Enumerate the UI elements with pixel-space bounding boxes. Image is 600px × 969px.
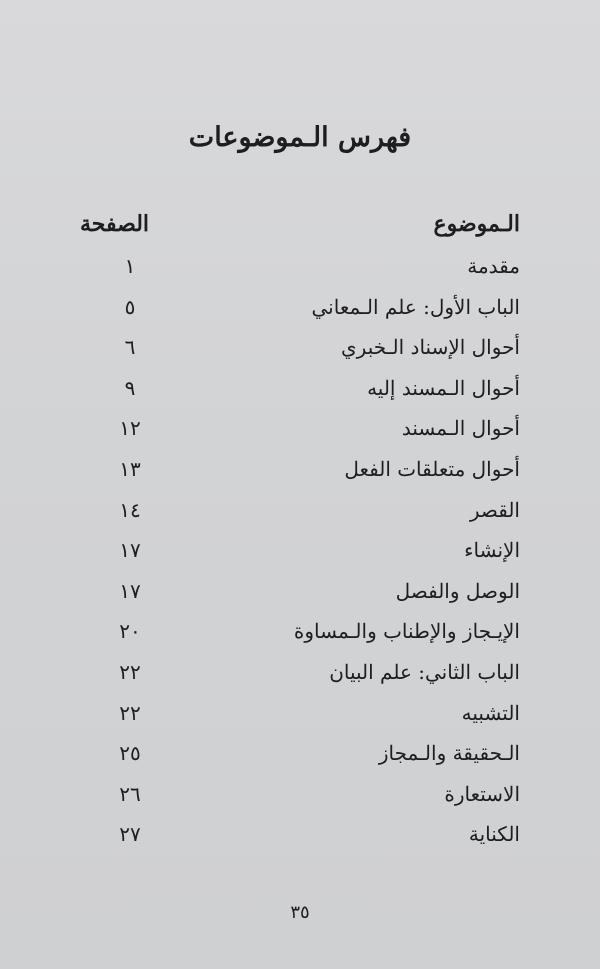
toc-entry-topic: القصر xyxy=(469,497,520,522)
toc-entry-page: ١٧ xyxy=(119,538,141,563)
toc-entry xyxy=(80,368,520,409)
toc-entry xyxy=(80,327,520,368)
toc-entry-page: ٢٢ xyxy=(119,659,141,684)
toc-entry-page: ١٧ xyxy=(119,578,141,603)
page-column-header: الصفحة xyxy=(80,211,150,237)
toc-entry xyxy=(80,490,520,531)
toc-entry-topic: أحوال الـمسند إليه xyxy=(367,375,520,400)
toc-entry-topic: الـحقيقة والـمجاز xyxy=(378,741,520,766)
toc-entry-topic: الباب الأول: علم الـمعاني xyxy=(311,294,520,319)
toc-entry-page: ٥ xyxy=(124,294,136,319)
toc-entry-page: ٢٠ xyxy=(119,619,141,644)
toc-entry-topic: مقدمة xyxy=(467,254,520,278)
toc-entry-topic: أحوال الإسناد الـخبري xyxy=(341,335,520,360)
toc-entry-topic: الباب الثاني: علم البيان xyxy=(329,659,520,684)
toc-entry-page: ٢٧ xyxy=(119,822,141,847)
toc-entry-topic: الكناية xyxy=(468,822,520,847)
toc-entry-page: ٩ xyxy=(124,375,136,400)
toc-entry-page: ٢٦ xyxy=(119,781,141,806)
toc-entry-topic: الإنشاء xyxy=(464,538,520,563)
toc-entry-page: ٢٢ xyxy=(119,700,141,725)
toc-entry-topic: أحوال الـمسند xyxy=(401,416,520,441)
toc-entry xyxy=(80,814,520,855)
toc-entry-topic: الاستعارة xyxy=(444,781,520,806)
toc-entry xyxy=(80,408,520,449)
page-title: فهرس الـموضوعات xyxy=(188,122,412,153)
toc-entry xyxy=(80,774,520,815)
toc-entry-topic: التشبيه xyxy=(461,700,520,725)
toc-entry xyxy=(80,693,520,734)
toc-entry xyxy=(80,449,520,490)
toc-entry-topic: أحوال متعلقات الفعل xyxy=(344,456,520,481)
toc-entry-page: ١٤ xyxy=(119,497,141,522)
toc-entry-page: ١٣ xyxy=(119,456,141,481)
topic-column-header: الـموضوع xyxy=(433,211,520,237)
toc-entry-topic: الإيـجاز والإطناب والـمساوة xyxy=(293,619,520,644)
toc-entry-page: ٦ xyxy=(124,335,136,360)
toc-entry xyxy=(80,246,520,287)
toc-entry xyxy=(80,611,520,652)
toc-entry-page: ٢٥ xyxy=(119,741,141,766)
toc-entry-page: ١٢ xyxy=(119,416,141,441)
toc-entry xyxy=(80,530,520,571)
toc-entry xyxy=(80,287,520,328)
toc-entry xyxy=(80,733,520,774)
toc-entry-topic: الوصل والفصل xyxy=(395,578,520,603)
toc-header xyxy=(80,206,520,242)
toc-entry xyxy=(80,652,520,693)
toc-entry xyxy=(80,571,520,612)
toc-entry-page: ١ xyxy=(124,254,136,278)
table-of-contents xyxy=(80,246,520,855)
page-number: ٣٥ xyxy=(290,902,310,923)
